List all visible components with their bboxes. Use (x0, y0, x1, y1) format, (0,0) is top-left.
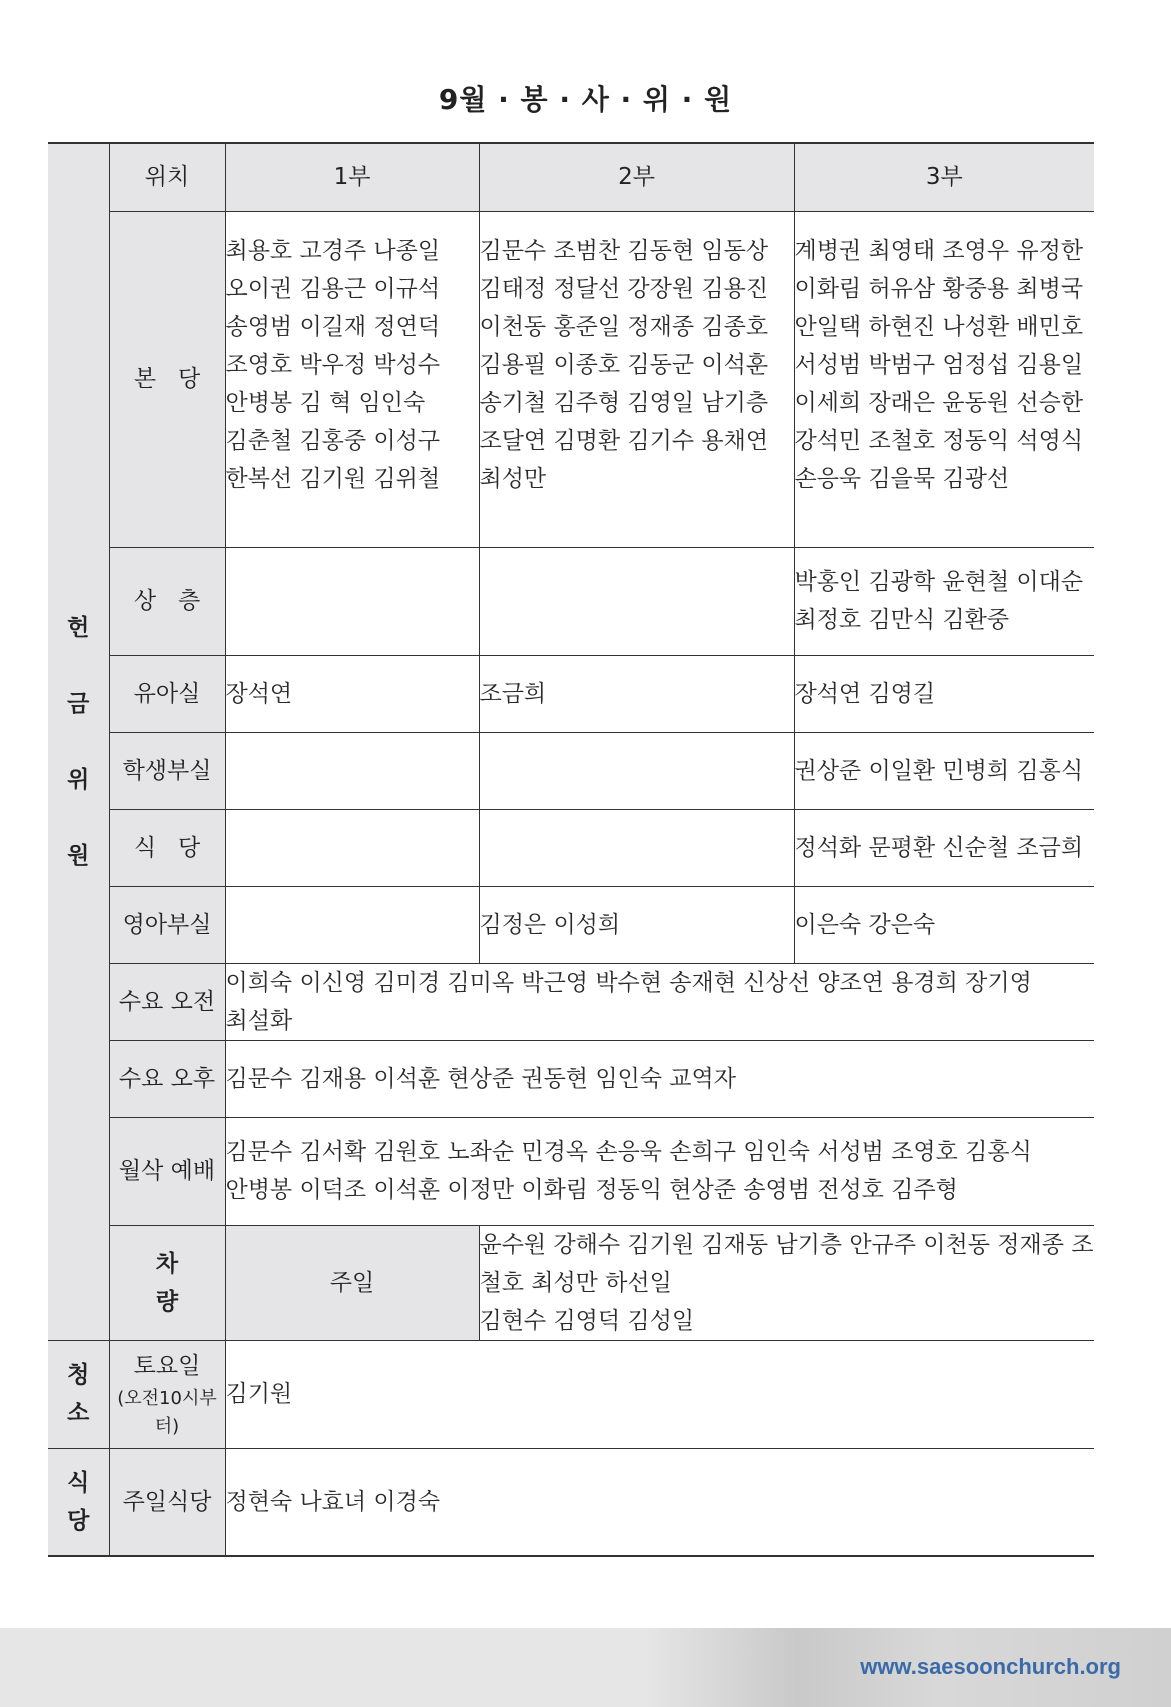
student-room-service-3: 권상준 이일환 민병희 김홍식 (794, 732, 1094, 809)
dining-service-1 (225, 809, 479, 886)
sunday-cafeteria-names: 정현숙 나효녀 이경숙 (225, 1448, 1094, 1556)
table-row (48, 1225, 1094, 1340)
header-service-2: 2부 (479, 143, 794, 211)
wednesday-afternoon-names: 김문수 김재용 이석훈 현상준 권동현 임인숙 교역자 (225, 1040, 1094, 1117)
student-room-service-1 (225, 732, 479, 809)
row-label-dining: 식 당 (109, 809, 225, 886)
row-label-infant-room: 영아부실 (109, 886, 225, 963)
table-row (48, 809, 1094, 886)
upper-floor-service-1 (225, 547, 479, 655)
main-hall-service-3: 계병권 최영태 조영우 유정한 이화림 허유삼 황중용 최병국 안일택 하현진 나성환 배민호 서성범 박범구 엄정섭 김용일 이세희 장래은 윤동원 선승한 강석민 조철호 정동익 석영식 손응욱 김을묵 김광선 (794, 211, 1094, 547)
row-label-sunday-vehicle: 주일 (225, 1225, 479, 1340)
group-vehicle: 차 량 (109, 1225, 225, 1340)
monthly-service-names: 김문수 김서확 김원호 노좌순 민경옥 손응욱 손희구 임인숙 서성범 조영호 김홍식 안병봉 이덕조 이석훈 이정만 이화림 정동익 현상준 송영범 전성호 김주형 (225, 1117, 1094, 1225)
row-label-nursery: 유아실 (109, 655, 225, 732)
saturday-cleaning-names: 김기원 (225, 1340, 1094, 1448)
infant-room-service-1 (225, 886, 479, 963)
table-row (48, 1448, 1094, 1556)
upper-floor-service-2 (479, 547, 794, 655)
infant-room-service-2: 김정은 이성희 (479, 886, 794, 963)
group-cafeteria: 식 당 (48, 1448, 109, 1556)
table-row (48, 211, 1094, 547)
nursery-service-3: 장석연 김영길 (794, 655, 1094, 732)
wednesday-morning-names: 이희숙 이신영 김미경 김미옥 박근영 박수현 송재현 신상선 양조연 용경희 장기영 최설화 (225, 963, 1094, 1040)
nursery-service-2: 조금희 (479, 655, 794, 732)
table-row (48, 1117, 1094, 1225)
row-label-wednesday-afternoon: 수요 오후 (109, 1040, 225, 1117)
row-label-saturday-cleaning: 토요일 (오전10시부터) (109, 1340, 225, 1448)
row-label-main-hall: 본 당 (109, 211, 225, 547)
table-row (48, 886, 1094, 963)
table-row (48, 1340, 1094, 1448)
table-row (48, 547, 1094, 655)
header-service-3: 3부 (794, 143, 1094, 211)
row-label-wednesday-morning: 수요 오전 (109, 963, 225, 1040)
group-cleaning: 청 소 (48, 1340, 109, 1448)
table-row (48, 732, 1094, 809)
infant-room-service-3: 이은숙 강은숙 (794, 886, 1094, 963)
upper-floor-service-3: 박홍인 김광학 윤현철 이대순 최정호 김만식 김환중 (794, 547, 1094, 655)
table-row (48, 655, 1094, 732)
main-hall-service-1: 최용호 고경주 나종일 오이권 김용근 이규석 송영범 이길재 정연덕 조영호 박우정 박성수 안병봉 김 혁 임인숙 김춘철 김홍중 이성구 한복선 김기원 김위철 (225, 211, 479, 547)
header-location: 위치 (109, 143, 225, 211)
table-header-row (48, 143, 1094, 211)
group-offering-committee: 헌 금 위 원 (48, 143, 109, 1340)
header-service-1: 1부 (225, 143, 479, 211)
volunteer-table (48, 142, 1094, 1557)
nursery-service-1: 장석연 (225, 655, 479, 732)
row-label-monthly-service: 월삭 예배 (109, 1117, 225, 1225)
sunday-vehicle-names: 윤수원 강해수 김기원 김재동 남기층 안규주 이천동 정재종 조철호 최성만 하선일 김현수 김영덕 김성일 (479, 1225, 1094, 1340)
church-website-link[interactable]: www.saesoonchurch.org (860, 1654, 1121, 1679)
row-label-upper-floor: 상 층 (109, 547, 225, 655)
dining-service-2 (479, 809, 794, 886)
main-hall-service-2: 김문수 조범찬 김동현 임동상 김태정 정달선 강장원 김용진 이천동 홍준일 정재종 김종호 김용필 이종호 김동군 이석훈 송기철 김주형 김영일 남기층 조달연 김명환 김기수 용채연 최성만 (479, 211, 794, 547)
table-row (48, 963, 1094, 1040)
table-row (48, 1040, 1094, 1117)
student-room-service-2 (479, 732, 794, 809)
page-title: 9월 · 봉 · 사 · 위 · 원 (438, 83, 733, 116)
row-label-sunday-cafeteria: 주일식당 (109, 1448, 225, 1556)
row-label-student-room: 학생부실 (109, 732, 225, 809)
dining-service-3: 정석화 문평환 신순철 조금희 (794, 809, 1094, 886)
